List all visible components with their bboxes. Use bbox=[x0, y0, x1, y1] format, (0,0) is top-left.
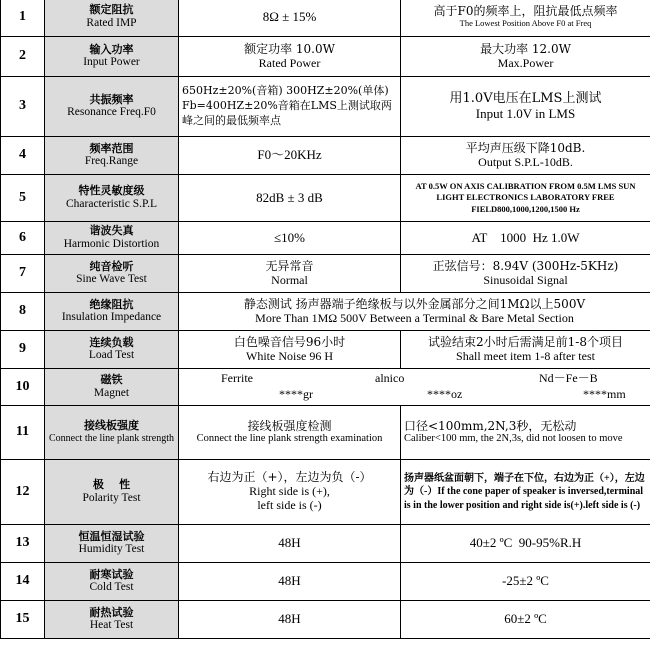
spec-value-text: 8Ω ± 15% bbox=[262, 8, 317, 24]
spec-condition bbox=[401, 77, 650, 137]
item-name-cn: 恒温恒湿试验 bbox=[78, 529, 145, 543]
item-name-cn: 极 性 bbox=[92, 478, 131, 492]
condition-en: Sinusoidal Signal bbox=[483, 272, 568, 287]
spec-condition bbox=[401, 37, 650, 77]
item-name-en: Connect the line plank strength bbox=[49, 433, 174, 445]
row-number: 10 bbox=[1, 369, 45, 406]
spec-condition bbox=[401, 137, 650, 175]
item-name bbox=[45, 406, 179, 460]
item-name-cn: 额定阻抗 bbox=[89, 3, 134, 17]
item-name-cn: 共振频率 bbox=[89, 92, 134, 106]
magnet-alnico: alnico bbox=[375, 370, 405, 385]
spec-value-text: 48H bbox=[278, 535, 301, 551]
value-cn: 额定功率 10.0W bbox=[244, 41, 335, 56]
spec-value-text: 48H bbox=[278, 611, 301, 627]
spec-value bbox=[179, 460, 401, 525]
item-name-en: Cold Test bbox=[89, 581, 134, 594]
spec-value bbox=[179, 0, 401, 37]
condition-cn: 口径<100mm,2N,3秒，无松动 bbox=[404, 418, 577, 433]
spec-value-text: ≤10% bbox=[274, 229, 305, 245]
row-number: 4 bbox=[1, 137, 45, 175]
spec-value bbox=[179, 255, 401, 293]
magnet-ndfeb: Nd－Fe－B bbox=[539, 370, 598, 385]
condition-en: Shall meet item 1-8 after test bbox=[456, 348, 595, 363]
spec-value bbox=[179, 137, 401, 175]
condition-text: 40±2 ºC 90-95%R.H bbox=[469, 535, 582, 551]
value-line-3: left side is (-) bbox=[257, 497, 322, 512]
spec-condition bbox=[401, 255, 650, 293]
item-name-cn: 频率范围 bbox=[89, 141, 134, 155]
spec-value bbox=[179, 293, 650, 331]
table-row bbox=[1, 77, 650, 137]
spec-value bbox=[179, 601, 401, 639]
item-name-en: Load Test bbox=[88, 349, 135, 362]
spec-value bbox=[179, 331, 401, 369]
condition-en: Max.Power bbox=[497, 55, 554, 70]
item-name-en: Resonance Freq.F0 bbox=[67, 106, 156, 119]
table-row bbox=[1, 0, 650, 37]
magnet-ferrite: Ferrite bbox=[221, 370, 253, 385]
item-name-en: Heat Test bbox=[89, 619, 134, 632]
spec-value bbox=[179, 525, 401, 563]
item-name-cn: 特性灵敏度级 bbox=[78, 184, 145, 198]
spec-condition bbox=[401, 0, 650, 37]
item-name bbox=[45, 137, 179, 175]
magnet-mm: ****mm bbox=[583, 386, 626, 401]
table-row bbox=[1, 460, 650, 525]
item-name-cn: 接线板强度 bbox=[84, 419, 139, 433]
item-name-cn: 耐热试验 bbox=[89, 605, 134, 619]
condition-cn: 最大功率 12.0W bbox=[480, 41, 571, 56]
row-number: 8 bbox=[1, 293, 45, 331]
condition-en: Caliber<100 mm, the 2N,3s, did not loosen to move bbox=[404, 433, 623, 445]
item-name-cn: 谐波失真 bbox=[89, 224, 134, 238]
row-number: 2 bbox=[1, 37, 45, 77]
spec-condition bbox=[401, 525, 650, 563]
value-line-1: 右边为正（+），左边为负（-） bbox=[207, 470, 372, 485]
spec-condition: 扬声器纸盆面朝下，端子在下位，右边为正（+），左边为（-）If the cone paper of speaker is inversed,terminal is in the lower position and right side is(+).left side is (-) bbox=[401, 460, 650, 525]
table-row bbox=[1, 563, 650, 601]
value-en: Connect the line plank strength examination bbox=[196, 433, 383, 445]
item-name-cn: 绝缘阻抗 bbox=[89, 297, 134, 311]
magnet-options bbox=[179, 369, 650, 406]
item-name bbox=[45, 255, 179, 293]
row-number: 3 bbox=[1, 77, 45, 137]
spec-value bbox=[179, 406, 401, 460]
item-name-cn: 磁铁 bbox=[100, 373, 123, 387]
table-row bbox=[1, 293, 650, 331]
value-en: Normal bbox=[271, 272, 308, 287]
item-name-en: Characteristic S.P.L bbox=[65, 197, 158, 210]
value-cn: 白色噪音信号96小时 bbox=[233, 334, 346, 349]
value-en: White Noise 96 H bbox=[246, 348, 333, 363]
item-name bbox=[45, 175, 179, 222]
spec-value: 650Hz±20%(音箱) 300HZ±20%(单体) Fb=400HZ±20%音箱在LMS上测试取两峰之间的最低频率点 bbox=[179, 77, 401, 137]
item-name bbox=[45, 601, 179, 639]
item-name-cn: 输入功率 bbox=[89, 42, 134, 56]
row-number: 12 bbox=[1, 460, 45, 525]
item-name bbox=[45, 525, 179, 563]
table-row bbox=[1, 525, 650, 563]
row-number: 1 bbox=[1, 0, 45, 37]
row-number: 11 bbox=[1, 406, 45, 460]
condition-en: The Lowest Position Above F0 at Freq bbox=[459, 18, 592, 29]
table-row bbox=[1, 601, 650, 639]
condition-cn: 正弦信号：8.94V (300Hz-5KHz) bbox=[432, 258, 619, 273]
table-row bbox=[1, 175, 650, 222]
magnet-weight: ****gr bbox=[279, 386, 313, 401]
item-name-en: Harmonic Distortion bbox=[63, 237, 160, 250]
item-name-en: Polarity Test bbox=[82, 491, 141, 504]
item-name bbox=[45, 563, 179, 601]
value-line-2: Right side is (+), bbox=[249, 484, 330, 499]
spec-value bbox=[179, 563, 401, 601]
row-number: 14 bbox=[1, 563, 45, 601]
table-row bbox=[1, 369, 650, 406]
item-name bbox=[45, 77, 179, 137]
spec-value bbox=[179, 175, 401, 222]
item-name-en: Humidity Test bbox=[78, 543, 145, 556]
row-number: 9 bbox=[1, 331, 45, 369]
spec-condition bbox=[401, 222, 650, 255]
row-number: 13 bbox=[1, 525, 45, 563]
spec-value bbox=[179, 222, 401, 255]
item-name-en: Freq.Range bbox=[84, 155, 139, 168]
condition-en: Input 1.0V in LMS bbox=[475, 105, 576, 121]
item-name-en: Sine Wave Test bbox=[76, 273, 147, 286]
spec-value bbox=[179, 37, 401, 77]
row-number: 15 bbox=[1, 601, 45, 639]
value-en: Rated Power bbox=[258, 55, 321, 70]
condition-text: -25±2 ºC bbox=[502, 573, 549, 589]
table-row bbox=[1, 222, 650, 255]
row-number: 6 bbox=[1, 222, 45, 255]
item-name bbox=[45, 37, 179, 77]
item-name bbox=[45, 369, 179, 406]
table-row bbox=[1, 331, 650, 369]
item-name-en: Insulation Impedance bbox=[61, 311, 162, 324]
spec-value-text: F0～20KHz bbox=[257, 147, 322, 163]
condition-cn: 高于F0的频率上，阻抗最低点频率 bbox=[433, 4, 618, 19]
row-number: 7 bbox=[1, 255, 45, 293]
table-row bbox=[1, 37, 650, 77]
item-name-en: Rated IMP bbox=[86, 16, 137, 29]
row-number: 5 bbox=[1, 175, 45, 222]
spec-condition: AT 0.5W ON AXIS CALIBRATION FROM 0.5M LMS SUN LIGHT ELECTRONICS LABORATORY FREE FIELD800,1000,1200,1500 Hz bbox=[401, 175, 650, 222]
item-name-cn: 连续负载 bbox=[89, 335, 134, 349]
condition-cn: 平均声压级下降10dB. bbox=[465, 140, 586, 155]
spec-condition bbox=[401, 563, 650, 601]
item-name bbox=[45, 222, 179, 255]
condition-text: 60±2 ºC bbox=[504, 611, 547, 627]
table-row bbox=[1, 406, 650, 460]
spec-condition bbox=[401, 601, 650, 639]
value-cn: 静态测试 扬声器端子绝缘板与以外金属部分之间1MΩ以上500V bbox=[243, 296, 586, 311]
spec-condition bbox=[401, 331, 650, 369]
spec-value-text: 48H bbox=[278, 573, 301, 589]
item-name bbox=[45, 293, 179, 331]
spec-condition bbox=[401, 406, 650, 460]
value-cn: 无异常音 bbox=[265, 258, 314, 273]
magnet-oz: ****oz bbox=[427, 386, 463, 401]
item-name-en: Input Power bbox=[83, 56, 140, 69]
item-name bbox=[45, 331, 179, 369]
table-row bbox=[1, 255, 650, 293]
table-row bbox=[1, 137, 650, 175]
item-name-cn: 耐寒试验 bbox=[89, 567, 134, 581]
condition-cn: 用1.0V电压在LMS上测试 bbox=[449, 90, 602, 106]
spec-value-text: 82dB ± 3 dB bbox=[256, 189, 323, 205]
condition-en: Output S.P.L-10dB. bbox=[478, 154, 573, 169]
item-name-en: Magnet bbox=[93, 386, 130, 399]
item-name bbox=[45, 0, 179, 37]
condition-cn: 试验结束2小时后需满足前1-8个项目 bbox=[428, 334, 623, 349]
item-name bbox=[45, 460, 179, 525]
condition-text: AT 1000 Hz 1.0W bbox=[471, 229, 580, 245]
value-cn: 接线板强度检测 bbox=[247, 418, 332, 433]
item-name-cn: 纯音检听 bbox=[89, 259, 134, 273]
value-en: More Than 1MΩ 500V Between a Terminal & Bare Metal Section bbox=[255, 310, 574, 325]
